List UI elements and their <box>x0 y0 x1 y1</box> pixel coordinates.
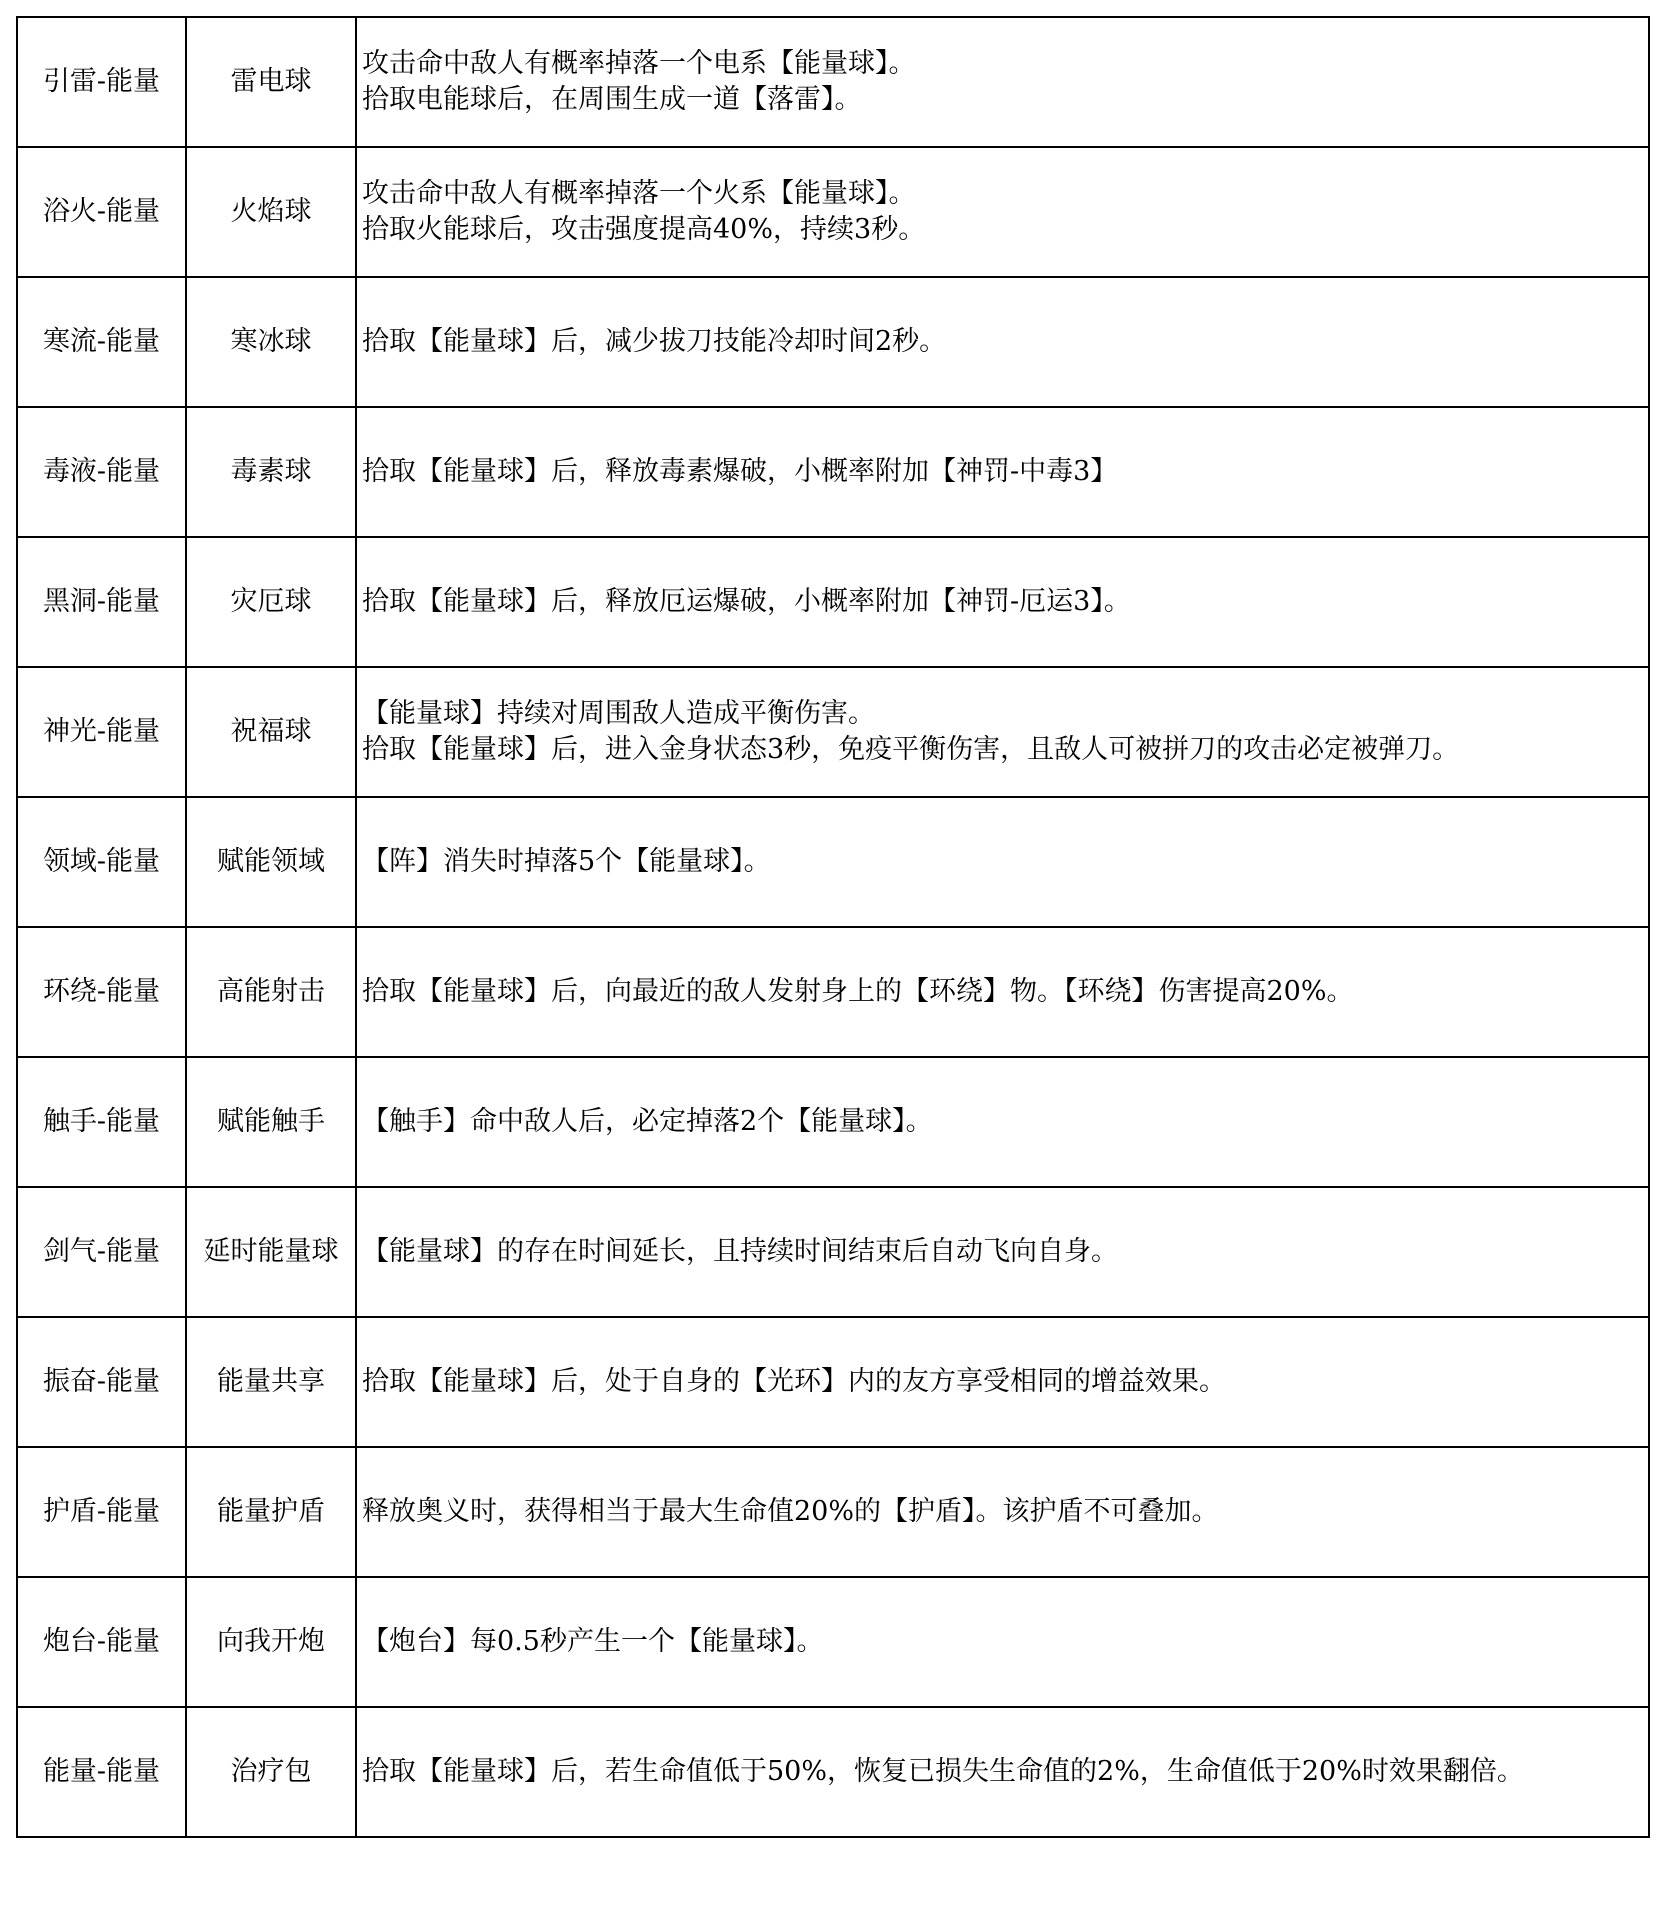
effect-name-cell: 向我开炮 <box>186 1577 356 1707</box>
description-line: 释放奥义时，获得相当于最大生命值20%的【护盾】。该护盾不可叠加。 <box>362 1496 1219 1527</box>
description-line: 攻击命中敌人有概率掉落一个火系【能量球】。 <box>362 178 916 209</box>
effect-name-cell: 灾厄球 <box>186 537 356 667</box>
table-row <box>17 1057 1649 1187</box>
description-line: 【能量球】持续对周围敌人造成平衡伤害。 <box>362 698 875 729</box>
description-line: 【炮台】每0.5秒产生一个【能量球】。 <box>362 1626 824 1657</box>
skill-name-cell: 剑气-能量 <box>17 1187 186 1317</box>
table-body <box>17 17 1649 1837</box>
skill-name-cell: 寒流-能量 <box>17 277 186 407</box>
table-row <box>17 537 1649 667</box>
effect-name-cell: 火焰球 <box>186 147 356 277</box>
description-line: 拾取【能量球】后，释放厄运爆破，小概率附加【神罚-厄运3】。 <box>362 586 1131 617</box>
description-cell <box>356 1577 1649 1707</box>
description-cell <box>356 1447 1649 1577</box>
description-line: 拾取【能量球】后，向最近的敌人发射身上的【环绕】物。【环绕】伤害提高20%。 <box>362 976 1354 1007</box>
skill-name-cell: 护盾-能量 <box>17 1447 186 1577</box>
table-row <box>17 147 1649 277</box>
description-line: 【能量球】的存在时间延长，且持续时间结束后自动飞向自身。 <box>362 1236 1118 1267</box>
table-row <box>17 1707 1649 1837</box>
skill-name-cell: 毒液-能量 <box>17 407 186 537</box>
skill-name-cell: 神光-能量 <box>17 667 186 797</box>
effect-name-cell: 祝福球 <box>186 667 356 797</box>
table-row <box>17 17 1649 147</box>
effect-name-cell: 赋能领域 <box>186 797 356 927</box>
description-cell <box>356 277 1649 407</box>
effect-name-cell: 赋能触手 <box>186 1057 356 1187</box>
description-cell <box>356 17 1649 147</box>
description-cell <box>356 147 1649 277</box>
description-cell <box>356 927 1649 1057</box>
table-row <box>17 1447 1649 1577</box>
effect-name-cell: 能量共享 <box>186 1317 356 1447</box>
skill-name-cell: 炮台-能量 <box>17 1577 186 1707</box>
description-line: 拾取【能量球】后，减少拔刀技能冷却时间2秒。 <box>362 326 947 357</box>
description-cell <box>356 537 1649 667</box>
table-row <box>17 407 1649 537</box>
description-cell <box>356 1707 1649 1837</box>
effect-name-cell: 能量护盾 <box>186 1447 356 1577</box>
table-row <box>17 1317 1649 1447</box>
description-line: 攻击命中敌人有概率掉落一个电系【能量球】。 <box>362 48 916 79</box>
table-row <box>17 277 1649 407</box>
effect-name-cell: 雷电球 <box>186 17 356 147</box>
skill-name-cell: 浴火-能量 <box>17 147 186 277</box>
skill-name-cell: 环绕-能量 <box>17 927 186 1057</box>
table-row <box>17 667 1649 797</box>
skill-name-cell: 触手-能量 <box>17 1057 186 1187</box>
description-line: 拾取【能量球】后，进入金身状态3秒，免疫平衡伤害，且敌人可被拼刀的攻击必定被弹刀。 <box>362 734 1460 765</box>
skill-name-cell: 引雷-能量 <box>17 17 186 147</box>
energy-skill-table-sheet <box>16 16 1648 1838</box>
description-line: 拾取【能量球】后，处于自身的【光环】内的友方享受相同的增益效果。 <box>362 1366 1226 1397</box>
skill-name-cell: 振奋-能量 <box>17 1317 186 1447</box>
description-line: 拾取火能球后，攻击强度提高40%，持续3秒。 <box>362 214 926 245</box>
effect-name-cell: 高能射击 <box>186 927 356 1057</box>
description-cell <box>356 1317 1649 1447</box>
effect-name-cell: 寒冰球 <box>186 277 356 407</box>
description-line: 拾取【能量球】后，若生命值低于50%，恢复已损失生命值的2%，生命值低于20%时效果翻倍。 <box>362 1756 1524 1787</box>
skill-name-cell: 能量-能量 <box>17 1707 186 1837</box>
description-line: 拾取【能量球】后，释放毒素爆破，小概率附加【神罚-中毒3】 <box>362 456 1118 487</box>
skill-name-cell: 领域-能量 <box>17 797 186 927</box>
table-row <box>17 1187 1649 1317</box>
effect-name-cell: 毒素球 <box>186 407 356 537</box>
description-cell <box>356 1057 1649 1187</box>
description-line: 【阵】消失时掉落5个【能量球】。 <box>362 846 771 877</box>
skill-name-cell: 黑洞-能量 <box>17 537 186 667</box>
description-line: 拾取电能球后，在周围生成一道【落雷】。 <box>362 84 862 115</box>
energy-skill-table <box>16 16 1650 1838</box>
description-cell <box>356 1187 1649 1317</box>
description-cell <box>356 407 1649 537</box>
description-cell <box>356 667 1649 797</box>
table-row <box>17 1577 1649 1707</box>
description-line: 【触手】命中敌人后，必定掉落2个【能量球】。 <box>362 1106 933 1137</box>
description-cell <box>356 797 1649 927</box>
effect-name-cell: 延时能量球 <box>186 1187 356 1317</box>
effect-name-cell: 治疗包 <box>186 1707 356 1837</box>
table-row <box>17 927 1649 1057</box>
table-row <box>17 797 1649 927</box>
